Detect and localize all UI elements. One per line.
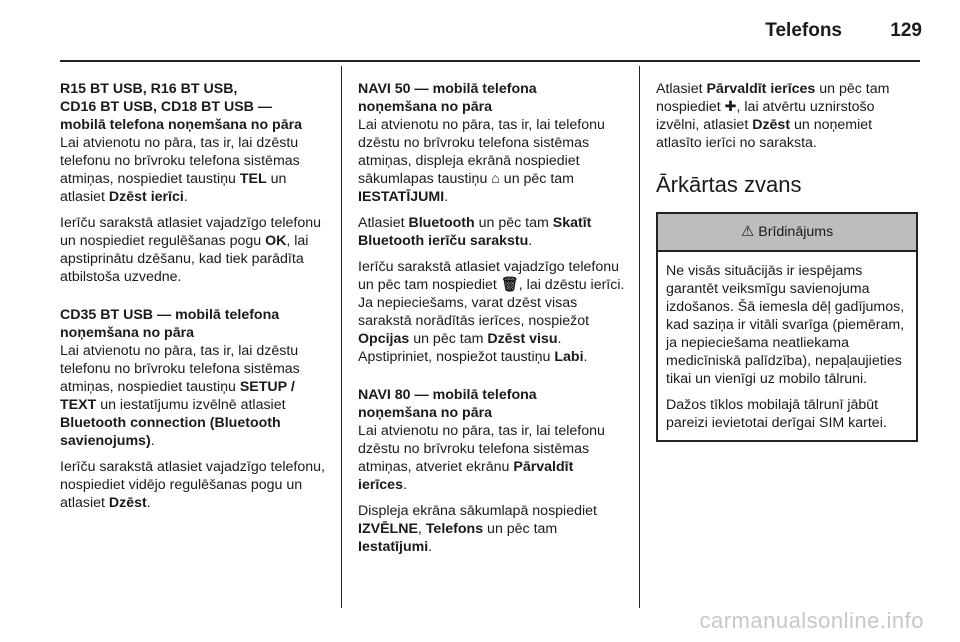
section-title: Ārkārtas zvans — [656, 172, 802, 197]
page-header — [0, 0, 960, 58]
column-divider-right — [639, 66, 640, 608]
paragraph: Lai atvienotu no pāra, tas ir, lai telefonu dzēstu no brīvroku telefona sistēmas atmiņas, displeja ekrānā nospiediet sākumlapas taustiņu ⌂ un pēc tam IESTATĪJUMI. — [358, 117, 605, 205]
column-divider-left — [341, 66, 342, 608]
warning-box — [656, 212, 918, 442]
warning-title: Brīdinājums — [758, 224, 834, 240]
column-1 — [60, 80, 328, 520]
paragraph: Ierīču sarakstā atlasiet vajadzīgo telefonu un pēc tam nospiediet 🗑, lai dzēstu ierīci. Ja nepieciešams, varat dzēst visas sarakstā norādītās ierīces, nospiežot Opcijas un pēc tam Dzēst visu. Apstipriniet, nospiežot taustiņu Labi. — [358, 259, 625, 365]
header-rule — [60, 60, 920, 62]
trash-icon: 🗑 — [500, 277, 519, 293]
home-icon: ⌂ — [491, 171, 500, 187]
paragraph: Lai atvienotu no pāra, tas ir, lai dzēstu telefonu no brīvroku telefona sistēmas atmiņas, nospiediet taustiņu TEL un atlasiet Dzēst ierīci. — [60, 135, 300, 205]
plus-icon: ✚ — [724, 99, 737, 115]
page-number: 129 — [890, 20, 922, 41]
warning-body — [658, 252, 916, 440]
paragraph: Displeja ekrāna sākumlapā nospiediet IZVĒLNE, Telefons un pēc tam Iestatījumi. — [358, 503, 597, 555]
section-heading: NAVI 80 — mobilā telefona noņemšana no pāra — [358, 387, 537, 421]
paragraph: Atlasiet Pārvaldīt ierīces un pēc tam nospiediet ✚, lai atvērtu uznirstošo izvēlni, atlasiet Dzēst un noņemiet atlasīto ierīci no saraksta. — [656, 81, 890, 151]
paragraph: Atlasiet Bluetooth un pēc tam Skatīt Bluetooth ierīču sarakstu. — [358, 215, 592, 249]
section-heading: CD35 BT USB — mobilā telefona noņemšana no pāra — [60, 307, 280, 341]
section-heading: R15 BT USB, R16 BT USB, CD16 BT USB, CD18 BT USB — mobilā telefona noņemšana no pāra — [60, 81, 303, 133]
warning-icon: ⚠ — [740, 223, 755, 240]
warning-paragraph: Ne visās situācijās ir iespējams garantēt veiksmīgu savienojuma izdošanos. Šā iemesla dēļ gadījumos, kad saziņa ir vitāli svarīga (piemēram, ja nepieciešama neatliekama medicīniskā palīdzība), nepaļaujieties tikai un vienīgi uz mobilo tālruni. — [666, 263, 905, 387]
paragraph: Ierīču sarakstā atlasiet vajadzīgo telefonu, nospiediet vidējo regulēšanas pogu un atlasiet Dzēst. — [60, 459, 325, 511]
warning-paragraph: Dažos tīklos mobilajā tālrunī jābūt pareizi ievietotai derīgai SIM kartei. — [666, 397, 887, 431]
watermark: carmanualsonline.info — [699, 608, 924, 633]
column-2 — [358, 80, 626, 564]
paragraph: Lai atvienotu no pāra, tas ir, lai telefonu dzēstu no brīvroku telefona sistēmas atmiņas, atveriet ekrānu Pārvaldīt ierīces. — [358, 423, 605, 493]
column-3 — [656, 80, 918, 442]
warning-header — [658, 214, 916, 252]
paragraph: Ierīču sarakstā atlasiet vajadzīgo telefonu un nospiediet regulēšanas pogu OK, lai apstiprinātu dzēšanu, kad tiek parādīta atbilstoša uzvedne. — [60, 215, 322, 285]
header-title: Telefons — [765, 20, 842, 41]
paragraph: Lai atvienotu no pāra, tas ir, lai dzēstu telefonu no brīvroku telefona sistēmas atmiņas, nospiediet taustiņu SETUP / TEXT un iestatījumu izvēlnē atlasiet Bluetooth connection (Bluetooth savienojums). — [60, 343, 300, 449]
section-heading: NAVI 50 — mobilā telefona noņemšana no pāra — [358, 81, 537, 115]
